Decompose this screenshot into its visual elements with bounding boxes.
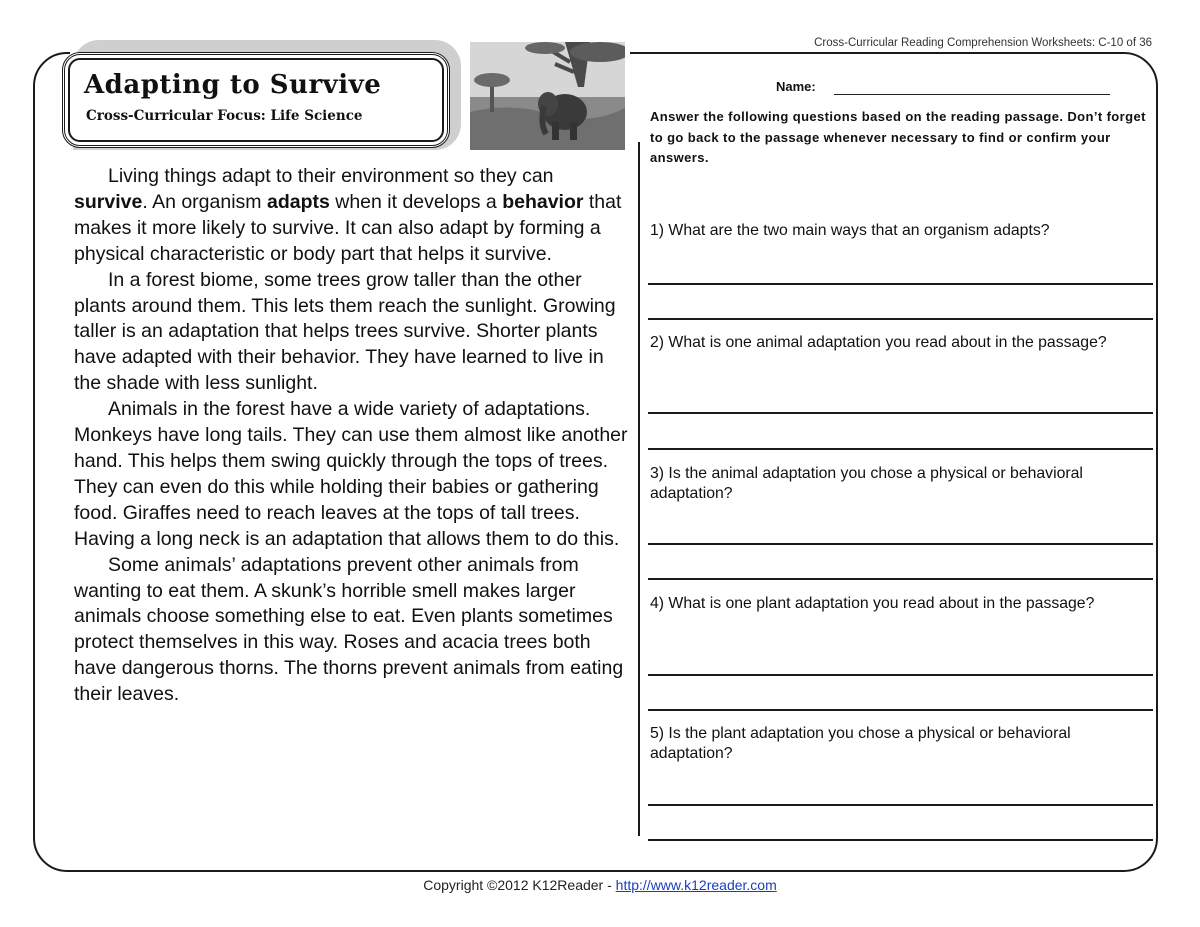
column-divider xyxy=(638,142,640,836)
worksheet-series-label: Cross-Curricular Reading Comprehension Worksheets: C-10 of 36 xyxy=(814,37,1152,49)
vocab-behavior: behavior xyxy=(502,190,584,213)
page-title: Adapting to Survive xyxy=(84,70,382,100)
answer-line-3b[interactable] xyxy=(648,578,1153,580)
title-box xyxy=(62,52,450,148)
instructions: Answer the following questions based on the reading passage. Don’t forget to go back to the passage whenever necessary to find or confirm your answers. xyxy=(650,109,1146,165)
answer-line-2b[interactable] xyxy=(648,448,1153,450)
question-1: 1) What are the two main ways that an organism adapts? xyxy=(650,222,1050,239)
question-2: 2) What is one animal adaptation you read about in the passage? xyxy=(650,334,1107,351)
reading-passage xyxy=(74,164,629,708)
page-subtitle: Cross-Curricular Focus: Life Science xyxy=(86,108,363,124)
passage-paragraph-1: Living things adapt to their environment so they can survive. An organism adapts when it develops a behavior that makes it more likely to survive. It can also adapt by forming a physical characteristic or body part that helps it survive. xyxy=(74,165,622,265)
name-field[interactable] xyxy=(834,94,1110,95)
elephant-photo xyxy=(470,42,625,150)
passage-paragraph-3: Animals in the forest have a wide variety of adaptations. Monkeys have long tails. They can use them almost like another hand. This helps them swing quickly through the tops of trees. They can even do this while holding their babies or gathering food. Giraffes need to reach leaves at the tops of tall trees. Having a long neck is an adaptation that allows them to do this. xyxy=(74,398,628,550)
vocab-adapts: adapts xyxy=(266,190,330,213)
answer-line-1a[interactable] xyxy=(648,283,1153,285)
passage-paragraph-2: In a forest biome, some trees grow taller than the other plants around them. This lets them reach the sunlight. Growing taller is an adaptation that helps trees survive. Shorter plants have adapted with their behavior. They have learned to live in the shade with less sunlight. xyxy=(74,268,616,395)
footer xyxy=(0,877,1200,893)
name-label: Name: xyxy=(776,79,816,94)
copyright-text: Copyright ©2012 K12Reader - xyxy=(423,877,616,893)
answer-line-5a[interactable] xyxy=(648,804,1153,806)
answer-line-5b[interactable] xyxy=(648,839,1153,841)
vocab-survive: survive xyxy=(74,190,143,213)
answer-line-1b[interactable] xyxy=(648,318,1153,320)
question-3: 3) Is the animal adaptation you chose a physical or behavioral adaptation? xyxy=(650,465,1083,502)
answer-line-2a[interactable] xyxy=(648,412,1153,414)
passage-paragraph-4: Some animals’ adaptations prevent other animals from wanting to eat them. A skunk’s horrible smell makes larger animals choose something else to eat. Even plants sometimes protect themselves in this way. Roses and acacia trees both have dangerous thorns. The thorns prevent animals from eating their leaves. xyxy=(74,553,624,706)
answer-line-3a[interactable] xyxy=(648,543,1153,545)
question-5: 5) Is the plant adaptation you chose a physical or behavioral adaptation? xyxy=(650,725,1071,762)
question-4: 4) What is one plant adaptation you read about in the passage? xyxy=(650,595,1095,612)
answer-line-4b[interactable] xyxy=(648,709,1153,711)
footer-link[interactable]: http://www.k12reader.com xyxy=(615,877,777,893)
elephant-tree-illustration xyxy=(470,42,625,150)
answer-line-4a[interactable] xyxy=(648,674,1153,676)
